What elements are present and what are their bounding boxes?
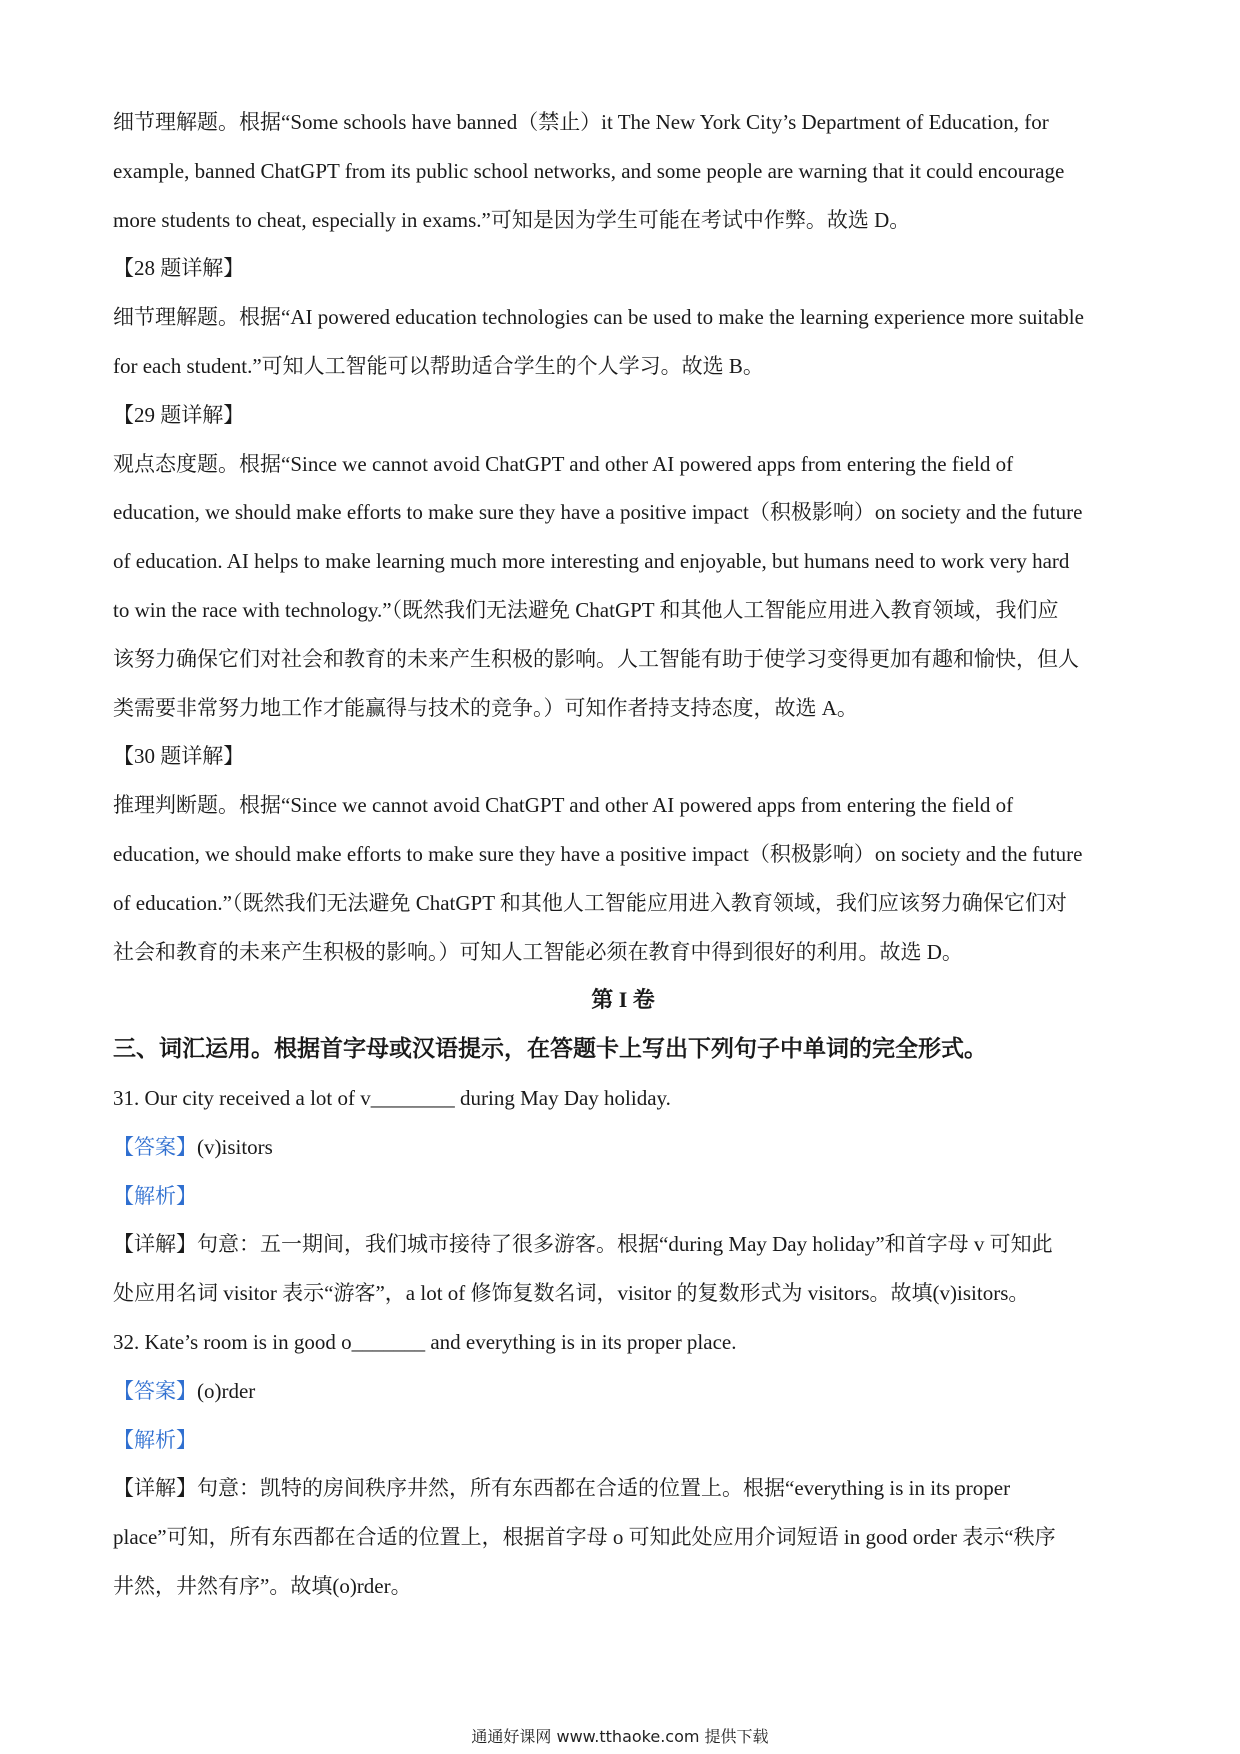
- answer-label: 【答案】: [113, 1378, 197, 1403]
- detail-line: 【详解】句意：五一期间，我们城市接待了很多游客。根据“during May Day holiday”和首字母 v 可知此: [113, 1232, 1053, 1257]
- question-text: 31. Our city received a lot of v________ during May Day holiday.: [113, 1085, 671, 1110]
- section-title: 三、词汇运用。根据首字母或汉语提示，在答题卡上写出下列句子中单词的完全形式。: [113, 1036, 987, 1062]
- text-line: education, we should make efforts to make sure they have a positive impact（积极影响）on society and the future: [113, 841, 1083, 866]
- question-text: 32. Kate’s room is in good o_______ and everything is in its proper place.: [113, 1329, 737, 1354]
- q30-heading: 【30 题详解】: [113, 744, 245, 769]
- question-31: [113, 1074, 1133, 1318]
- page-footer: 通通好课网 www.tthaoke.com 提供下载: [471, 1727, 769, 1746]
- text-line: 观点态度题。根据“Since we cannot avoid ChatGPT and other AI powered apps from entering the field of: [113, 451, 1014, 476]
- q28-heading: 【28 题详解】: [113, 256, 245, 281]
- q28-explanation: [113, 293, 1133, 391]
- analysis-label: 【解析】: [113, 1427, 197, 1452]
- analysis-label: 【解析】: [113, 1183, 197, 1208]
- text-line: 推理判断题。根据“Since we cannot avoid ChatGPT and other AI powered apps from entering the field of: [113, 793, 1014, 818]
- answer-value: (v)isitors: [197, 1134, 273, 1159]
- text-line: of education.”（既然我们无法避免 ChatGPT 和其他人工智能应用进入教育领域，我们应该努力确保它们对: [113, 890, 1067, 915]
- answer-line: [113, 1123, 1133, 1172]
- q29-explanation: [113, 440, 1133, 733]
- answer-value: (o)rder: [197, 1378, 256, 1403]
- volume-title: 第 I 卷: [591, 987, 655, 1013]
- text-line: example, banned ChatGPT from its public school networks, and some people are warning that it could encourage: [113, 158, 1065, 183]
- detail-line: 【详解】句意：凯特的房间秩序井然，所有东西都在合适的位置上。根据“everything is in its proper: [113, 1476, 1011, 1501]
- q29-heading: 【29 题详解】: [113, 402, 245, 427]
- text-line: to win the race with technology.”（既然我们无法避免 ChatGPT 和其他人工智能应用进入教育领域，我们应: [113, 597, 1059, 622]
- text-line: of education. AI helps to make learning much more interesting and enjoyable, but humans need to work very hard: [113, 549, 1070, 574]
- document-page: [113, 98, 1133, 1611]
- text-line: 社会和教育的未来产生积极的影响。）可知人工智能必须在教育中得到很好的利用。故选 D。: [113, 939, 963, 964]
- q30-explanation: [113, 781, 1133, 976]
- answer-label: 【答案】: [113, 1134, 197, 1159]
- q27-explanation: [113, 98, 1133, 244]
- text-line: 细节理解题。根据“AI powered education technologies can be used to make the learning experience more suitable: [113, 305, 1084, 330]
- text-line: 细节理解题。根据“Some schools have banned（禁止）it The New York City’s Department of Education, for: [113, 110, 1049, 134]
- text-line: education, we should make efforts to make sure they have a positive impact（积极影响）on society and the future: [113, 500, 1083, 525]
- text-line: for each student.”可知人工智能可以帮助适合学生的个人学习。故选 B。: [113, 353, 764, 378]
- answer-line: [113, 1367, 1133, 1416]
- detail-line: 井然，井然有序”。故填(o)rder。: [113, 1573, 412, 1598]
- text-line: 类需要非常努力地工作才能赢得与技术的竞争。）可知作者持支持态度，故选 A。: [113, 695, 858, 720]
- question-32: [113, 1318, 1133, 1611]
- text-line: more students to cheat, especially in exams.”可知是因为学生可能在考试中作弊。故选 D。: [113, 207, 911, 232]
- detail-line: 处应用名词 visitor 表示“游客”，a lot of 修饰复数名词，visitor 的复数形式为 visitors。故填(v)isitors。: [113, 1281, 1030, 1306]
- text-line: 该努力确保它们对社会和教育的未来产生积极的影响。人工智能有助于使学习变得更加有趣和愉快，但人: [113, 646, 1079, 671]
- detail-line: place”可知，所有东西都在合适的位置上，根据首字母 o 可知此处应用介词短语 in good order 表示“秩序: [113, 1525, 1056, 1550]
